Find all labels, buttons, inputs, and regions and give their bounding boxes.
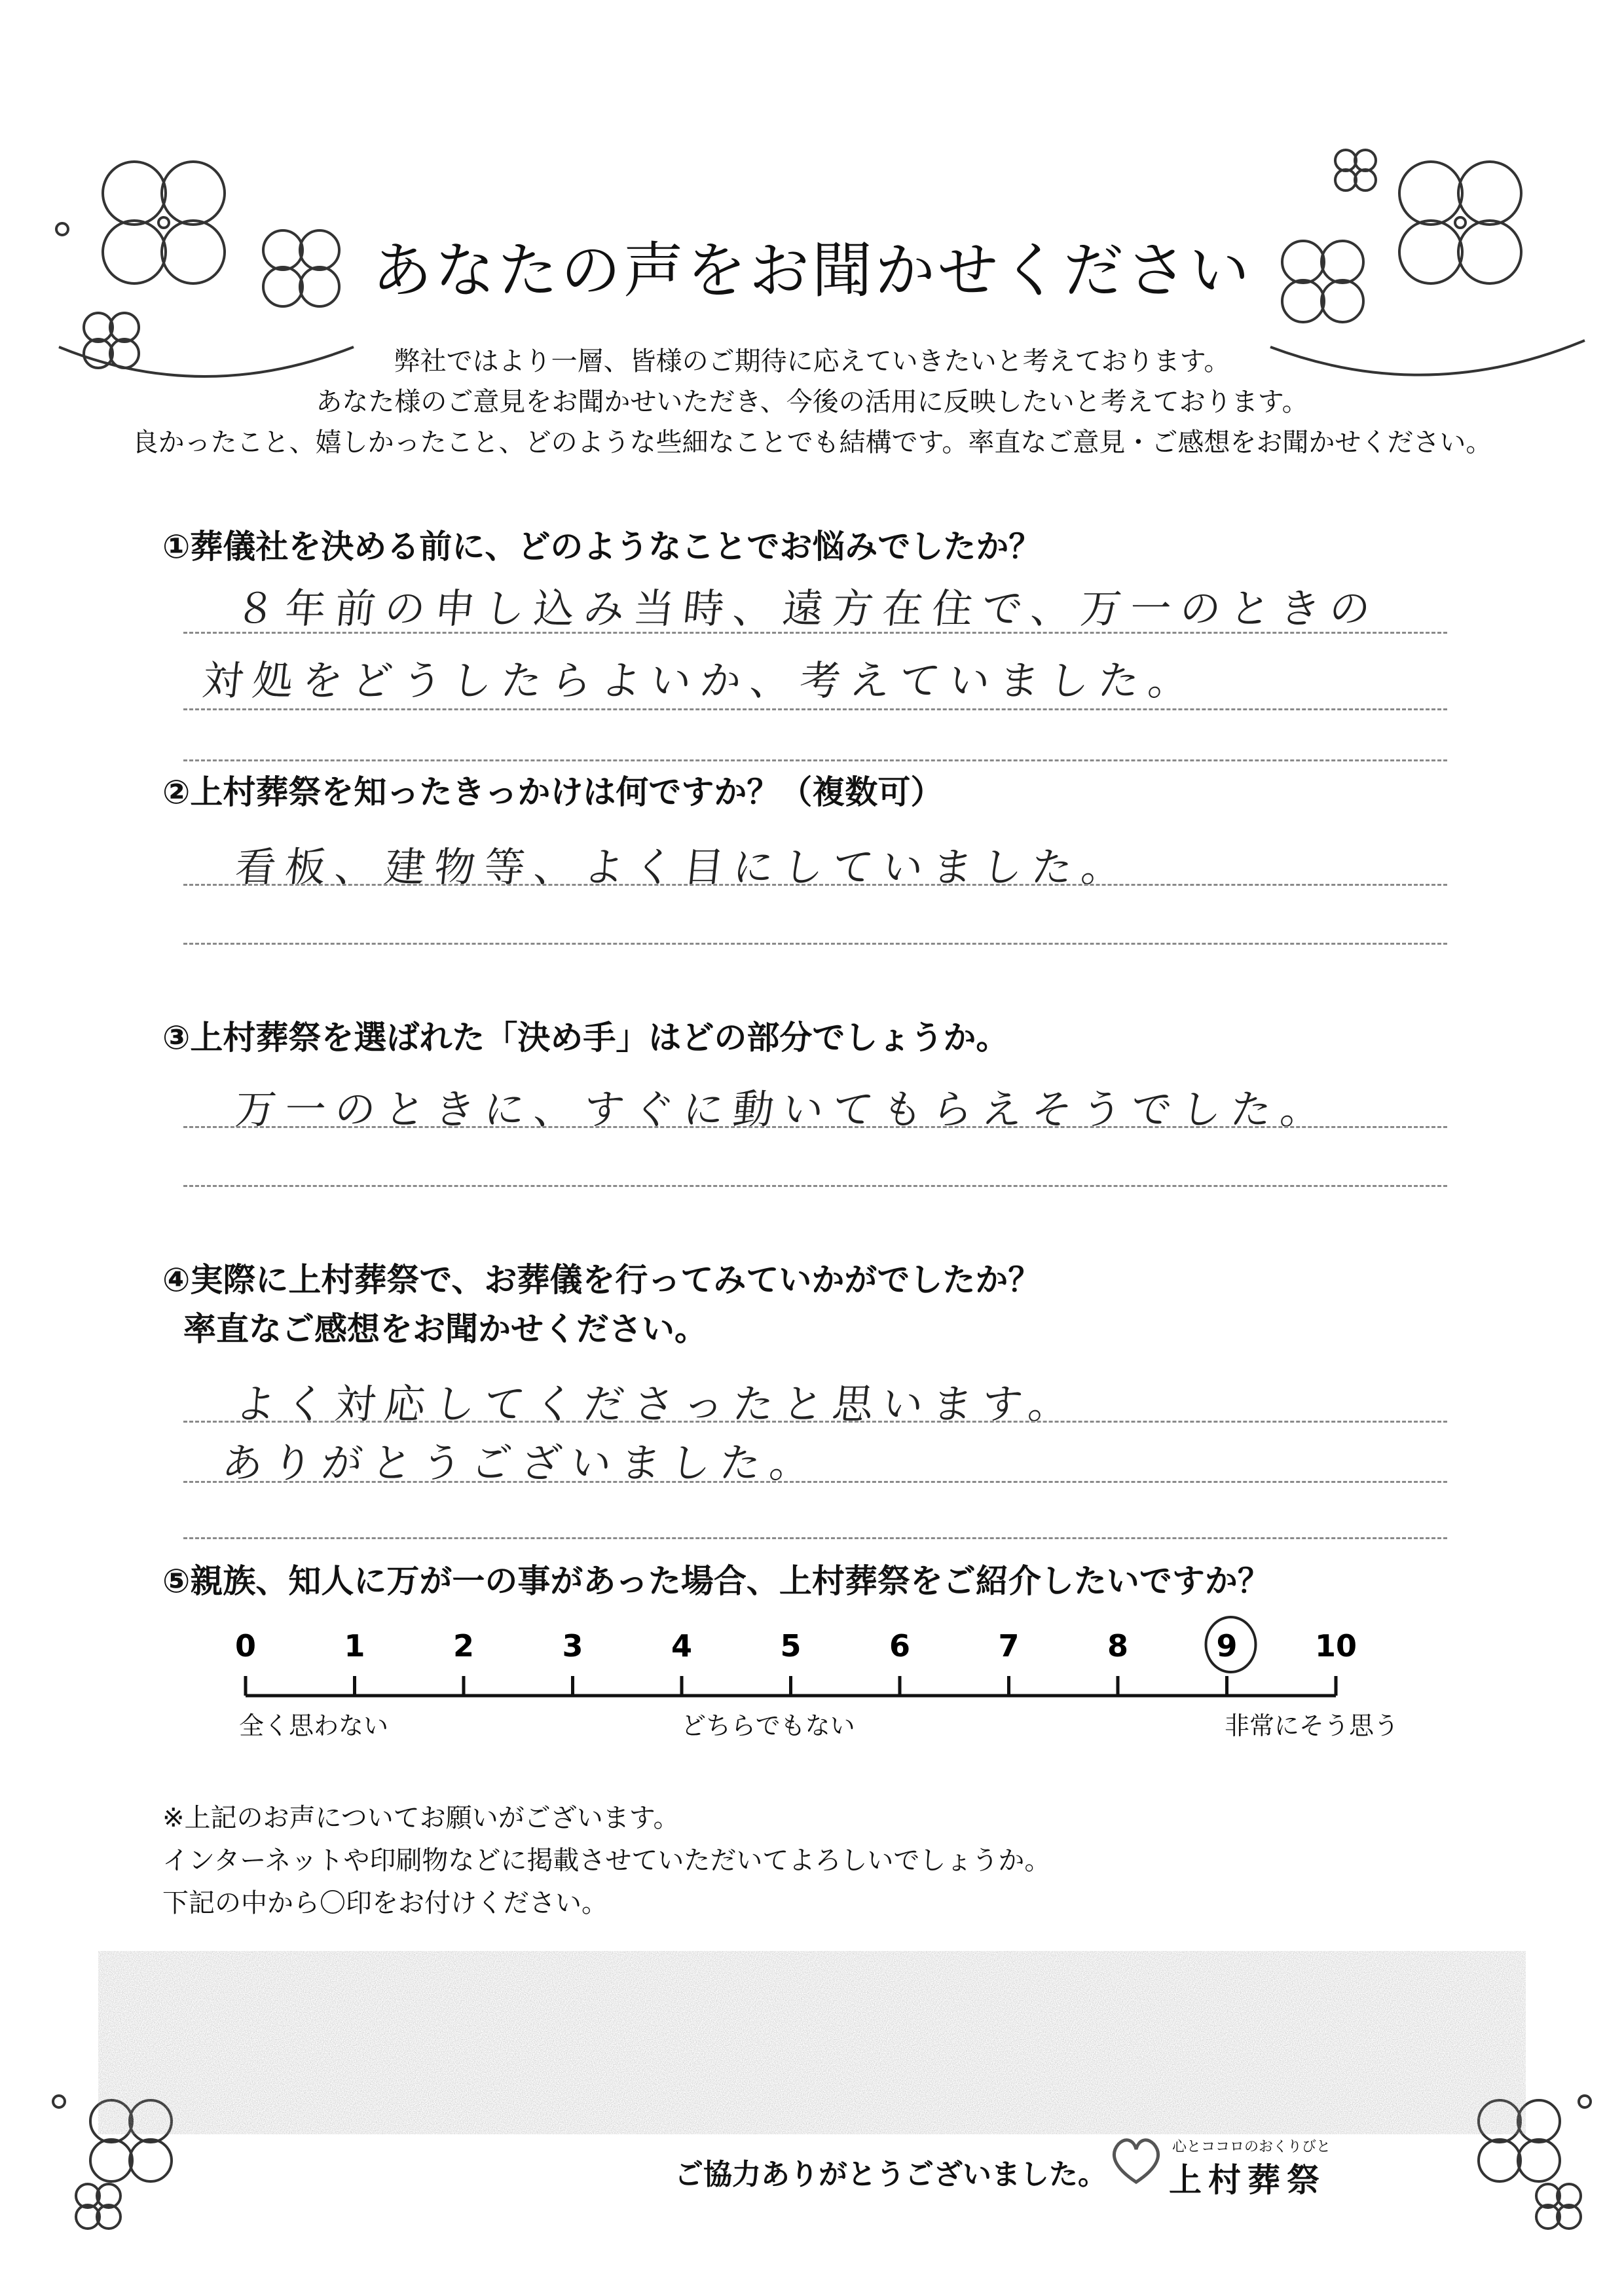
question-1-label: ①葬儀社を決める前に、どのようなことでお悩みでしたか？ [162,528,1042,566]
clover-icon [1335,150,1376,191]
question-1-answer-line: ８年前の申し込み当時、遠方在住で、万一のときの [232,585,1382,632]
scale-tick-label: 3 [562,1628,583,1664]
question-3-label: ③上村葬祭を選ばれた「決め手」はどの部分でしょうか。 [162,1019,1009,1057]
notice-line: ※上記のお声についてお願いがございます。 [162,1803,680,1833]
scale-tick-label: 10 [1314,1628,1357,1664]
scale-tick-label: 1 [344,1628,365,1664]
scale-label-high: 非常にそう思う [1225,1711,1399,1740]
scale-tick-label: 4 [671,1628,693,1664]
heart-logo-icon [1107,2131,1166,2190]
clover-icon [76,2184,120,2229]
answer-rule [183,884,1447,886]
question-4-answer-line: よく対応してくださったと思います。 [232,1380,1081,1428]
brand-name: 上村葬祭 [1169,2161,1326,2199]
answer-rule [183,759,1447,761]
question-2-label: ②上村葬祭を知ったきっかけは何ですか？（複数可） [162,773,944,811]
redacted-area [98,1951,1526,2134]
clover-icon [1536,2184,1581,2229]
question-4-sublabel: 率直なご感想をお聞かせください。 [183,1310,707,1348]
notice-line: 下記の中から〇印をお付けください。 [162,1888,608,1918]
intro-line: 弊社ではより一層、皆様のご期待に応えていきたいと考えております。 [394,346,1230,376]
intro-line: 良かったこと、嬉しかったこと、どのような些細なことでも結構です。率直なご意見・ご感想をお聞かせください。 [132,428,1492,458]
intro-line: あなた様のご意見をお聞かせいただき、今後の活用に反映したいと考えております。 [316,387,1308,417]
scale-tick-label: 7 [998,1628,1020,1664]
scale-label-low: 全く思わない [239,1711,389,1740]
scale-tick-label: 2 [452,1628,475,1664]
question-4-answer-line: ありがとうございました。 [219,1439,822,1487]
scale-tick-label: 8 [1107,1628,1129,1664]
scale-tick-label: 0 [234,1628,257,1664]
question-5-label: ⑤親族、知人に万が一の事があった場合、上村葬祭をご紹介したいですか？ [162,1562,1270,1600]
question-4-label: ④実際に上村葬祭で、お葬儀を行ってみていかがでしたか？ [162,1261,1041,1299]
question-3-answer-line: 万一のときに、すぐに動いてもらえそうでした。 [232,1085,1333,1133]
scale-tick-label: 6 [889,1628,911,1664]
page-title: あなたの声をお聞かせください [371,236,1252,306]
answer-rule [183,1537,1447,1539]
scale-label-mid: どちらでもない [681,1711,855,1740]
brand-tagline: 心とココロのおくりびと [1172,2139,1331,2155]
answer-rule [183,632,1447,634]
answer-rule [183,1185,1447,1187]
thanks-message: ご協力ありがとうございました。 [674,2158,1107,2191]
question-1-answer-line: 対処をどうしたらよいか、考えていました。 [200,657,1201,704]
scale-tick-label: 9 [1216,1628,1238,1664]
scale-tick-label: 5 [780,1628,802,1664]
answer-rule [183,943,1447,945]
answer-rule [183,708,1447,710]
answer-rule [183,1126,1447,1128]
notice-line: インターネットや印刷物などに掲載させていただいてよろしいでしょうか。 [162,1846,1051,1876]
answer-rule [183,1481,1447,1483]
question-2-answer-line: 看板、建物等、よく目にしていました。 [232,843,1134,891]
answer-rule [183,1421,1447,1423]
